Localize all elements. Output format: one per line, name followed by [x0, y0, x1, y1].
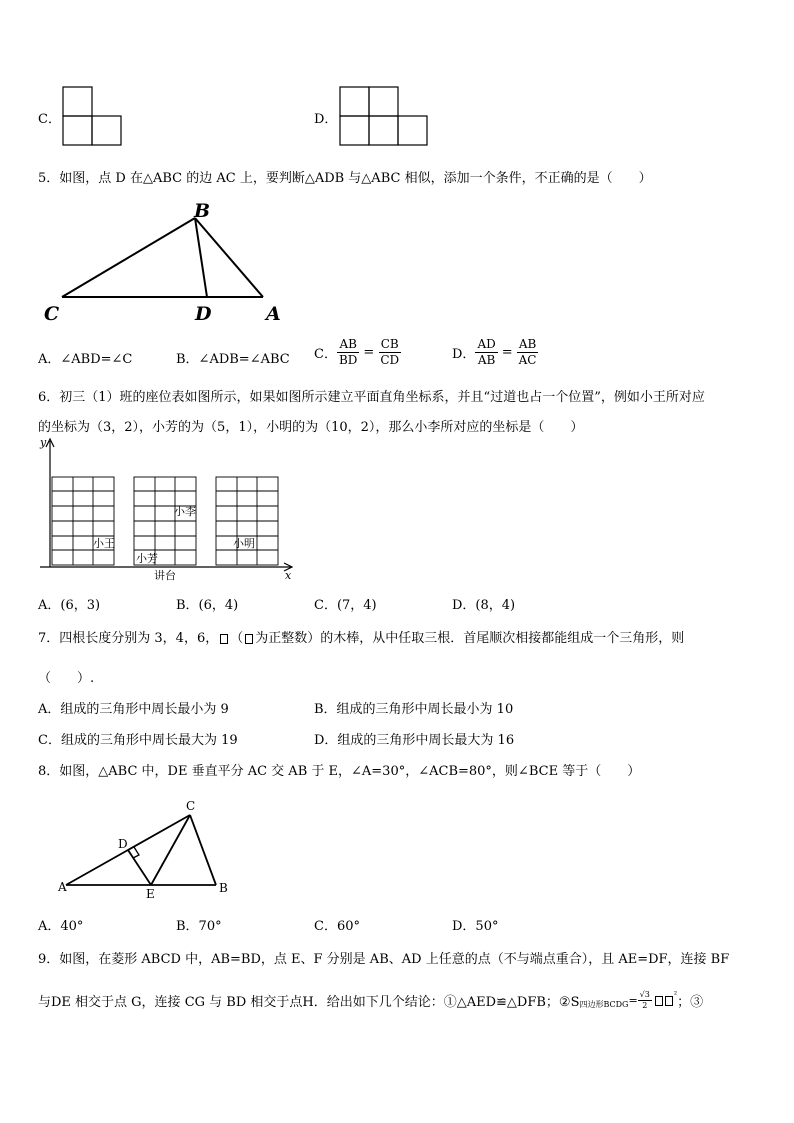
q7-stem-part3: 为正整数）的木棒，从中任取三根．首尾顺次相接都能组成一个三角形，则 [255, 631, 685, 646]
q6-label-xiaoming: 小明 [233, 537, 255, 550]
q5-label-c: C [44, 303, 60, 325]
q8-label-c: C [186, 799, 196, 813]
q6-axis-label-y: y [40, 436, 47, 449]
q8-label-b: B [219, 881, 228, 895]
q7-stem-part2: （ [230, 631, 244, 646]
q5-option-c-prefix: C． [314, 347, 337, 362]
q4c-cube-top [63, 87, 92, 116]
q5-option-d-fraction-2 [517, 337, 539, 368]
q6-option-b: B．(6，4) [176, 598, 239, 613]
q8-label-e: E [146, 887, 155, 901]
q6-label-podium: 讲台 [154, 569, 176, 582]
q4c-cube-bottom-right [92, 116, 121, 145]
fraction-denominator: AC [518, 353, 537, 367]
q8-right-angle-mark [133, 847, 139, 858]
q6-grid-right [216, 477, 278, 565]
q5-label-d: D [195, 303, 212, 325]
q5-label-a: A [266, 303, 281, 325]
q7-stem [38, 627, 684, 646]
q5-label-b: B [194, 200, 211, 222]
fraction-numerator: AB [518, 337, 537, 351]
q5-option-a: A．∠ABD=∠C [38, 352, 133, 367]
q6-stem-line2: 的坐标为（3，2），小芳的为（5，1），小明的为（10，2），那么小李所对应的坐标是（ ） [38, 420, 584, 435]
q8-stem: 8．如图，△ABC 中，DE 垂直平分 AC 交 AB 于 E，∠A=30°，∠ACB=80°，则∠BCE 等于（ ） [38, 764, 641, 779]
fraction-denominator: CD [380, 353, 400, 367]
equals-sign: = [363, 345, 375, 360]
q5-figure [38, 196, 298, 328]
q7-option-b: B．组成的三角形中周长最小为 10 [314, 702, 514, 717]
q8-option-a: A．40° [38, 919, 84, 934]
q4d-cube-bottom-right [398, 116, 427, 145]
fraction-denominator: BD [338, 353, 358, 367]
q7-stem-part1: 7．四根长度分别为 3，4，6， [38, 631, 219, 646]
q9-superscript-2: ² [673, 990, 678, 999]
q6-grid-left [52, 477, 114, 565]
fraction-numerator: CB [380, 337, 399, 351]
q5-option-c-fraction-2 [378, 337, 401, 368]
q7-option-a: A．组成的三角形中周长最小为 9 [38, 702, 229, 717]
q8-option-c: C．60° [314, 919, 360, 934]
q8-label-d: D [118, 837, 128, 851]
q9-equals: = [628, 994, 638, 1007]
q5-option-c-fraction-1 [337, 337, 359, 368]
q7-option-c: C．组成的三角形中周长最大为 19 [38, 733, 238, 748]
q9-stem-line1: 9．如图，在菱形 ABCD 中，AB=BD，点 E、F 分别是 AB、AD 上任意的点（不与端点重合），且 AE=DF，连接 BF [38, 952, 730, 967]
q7-variable-placeholder-box [245, 634, 253, 644]
q6-option-c: C．(7，4) [314, 598, 377, 613]
q9-sqrt-fraction [638, 990, 652, 1011]
q8-figure [56, 796, 236, 904]
q9-area-subscript: 四边形BCDG [579, 1000, 629, 1009]
fraction-numerator: AD [477, 337, 496, 351]
fraction-denominator: 2 [642, 1001, 648, 1010]
q9-placeholder-box [655, 996, 663, 1006]
q6-seating-figure [38, 433, 300, 585]
q6-option-a: A．(6，3) [38, 598, 101, 613]
q9-stem-line2 [38, 990, 703, 1011]
q7-option-d: D．组成的三角形中周长最大为 16 [314, 733, 515, 748]
q8-option-b: B．70° [176, 919, 222, 934]
fraction-numerator: √3 [639, 990, 650, 999]
q5-stem: 5．如图，点 D 在△ABC 的边 AC 上，要判断△ADB 与△ABC 相似，添加一个条件，不正确的是（ ） [38, 171, 652, 186]
q8-segment-cb [190, 815, 216, 885]
q4-option-d-label: D． [314, 112, 338, 127]
q5-option-d [452, 337, 539, 368]
q6-label-xiaowang: 小王 [93, 537, 115, 550]
q6-axis-label-x: x [285, 569, 292, 582]
q6-option-d: D．(8，4) [452, 598, 516, 613]
q6-stem-line1: 6．初三（1）班的座位表如图所示，如果如图所示建立平面直角坐标系，并且“过道也占一个位置”，例如小王所对应 [38, 390, 705, 405]
q9-stem-tail: ；③ [677, 995, 704, 1010]
q5-option-b: B．∠ADB=∠ABC [176, 352, 290, 367]
q4c-cube-bottom-left [63, 116, 92, 145]
q4d-cube-bottom-mid [369, 116, 398, 145]
q5-option-d-prefix: D． [452, 347, 476, 362]
q4-option-c-label: C． [38, 112, 61, 127]
q5-segment-cb [62, 218, 195, 297]
q4-option-d-figure [339, 86, 429, 146]
q8-label-a: A [58, 880, 67, 894]
q9-stem-line2-text: 与DE 相交于点 G，连接 CG 与 BD 相交于点H．给出如下几个结论：①△AED≌△DFB；②S [38, 995, 580, 1010]
q6-label-xiaoli: 小李 [174, 505, 196, 518]
q4-option-c-figure [62, 86, 122, 146]
q7-stem-line2: （ ）. [38, 671, 95, 686]
equals-sign: = [501, 345, 513, 360]
q4d-cube-top-left [340, 87, 369, 116]
q4d-cube-top-right [369, 87, 398, 116]
q4d-cube-bottom-left [340, 116, 369, 145]
fraction-denominator: AB [477, 353, 496, 367]
q7-variable-placeholder-box [220, 634, 228, 644]
q6-label-xiaofang: 小芳 [136, 552, 158, 565]
q5-option-c [314, 337, 401, 368]
q8-option-d: D．50° [452, 919, 499, 934]
q5-option-d-fraction-1 [475, 337, 497, 368]
q9-placeholder-box [665, 996, 673, 1006]
fraction-numerator: AB [339, 337, 357, 351]
